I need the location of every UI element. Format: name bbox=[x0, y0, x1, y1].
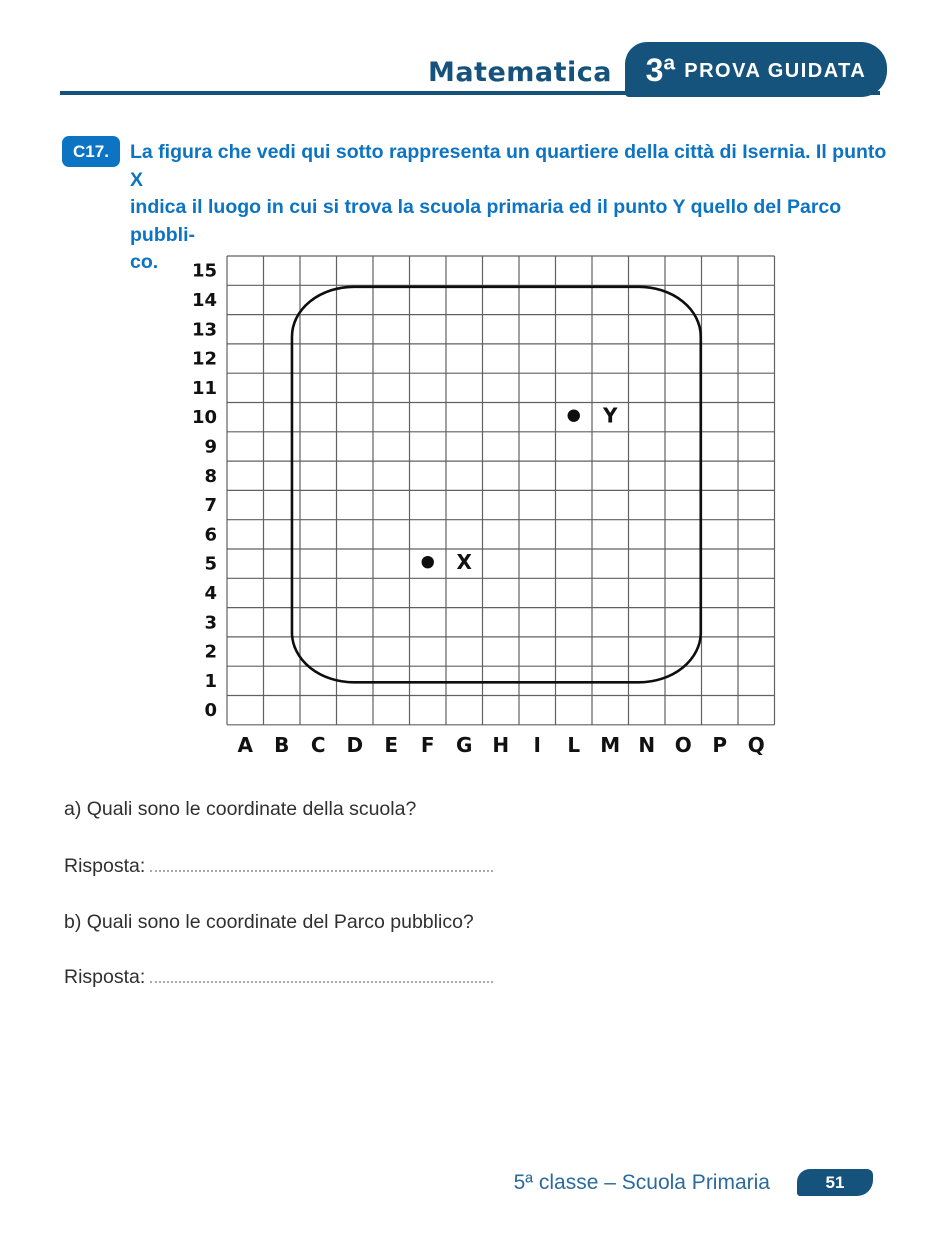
point-label-y: Y bbox=[603, 403, 618, 428]
question-a-label: a) Quali sono le coordinate della scuola? bbox=[64, 798, 417, 820]
prova-number: 3ª bbox=[645, 51, 676, 88]
column-label: A bbox=[237, 732, 253, 757]
column-label: F bbox=[420, 732, 435, 757]
row-label: 3 bbox=[204, 612, 217, 634]
point-dot-x bbox=[422, 556, 434, 568]
point-label-x: X bbox=[456, 550, 472, 575]
grid-map-svg bbox=[185, 248, 787, 762]
row-label: 15 bbox=[191, 260, 217, 282]
row-label: 4 bbox=[204, 582, 217, 604]
question-b-label: b) Quali sono le coordinate del Parco pubblico? bbox=[64, 911, 474, 933]
column-label: B bbox=[274, 732, 290, 757]
row-label: 6 bbox=[204, 524, 217, 546]
question-id-badge: C17. bbox=[62, 136, 120, 167]
footer-class-label: 5ª classe – Scuola Primaria bbox=[513, 1171, 770, 1194]
risposta-label-b: Risposta: bbox=[64, 966, 146, 988]
column-label: G bbox=[456, 732, 473, 757]
column-label: M bbox=[600, 732, 621, 757]
answer-blank-a bbox=[150, 856, 493, 872]
row-label: 13 bbox=[191, 319, 217, 341]
column-label: L bbox=[567, 732, 581, 757]
column-label: O bbox=[674, 732, 692, 757]
map-region-outline bbox=[292, 287, 701, 683]
row-label: 9 bbox=[204, 436, 217, 458]
row-label: 2 bbox=[204, 641, 217, 663]
risposta-label-a: Risposta: bbox=[64, 855, 146, 877]
column-label: D bbox=[346, 732, 364, 757]
column-label: P bbox=[712, 732, 728, 757]
answer-line-b bbox=[64, 966, 493, 989]
row-label: 8 bbox=[204, 465, 217, 487]
row-label: 10 bbox=[191, 407, 217, 429]
subject-label: Matematica bbox=[427, 57, 612, 88]
column-label: Q bbox=[747, 732, 765, 757]
column-label: N bbox=[638, 732, 656, 757]
point-dot-y bbox=[568, 409, 580, 421]
row-label: 11 bbox=[191, 377, 217, 399]
row-label: 5 bbox=[204, 553, 217, 575]
page-number-badge: 51 bbox=[797, 1169, 873, 1196]
question-line-2: indica il luogo in cui si trova la scuola primaria ed il punto Y quello del Parco pubbli- bbox=[130, 196, 842, 246]
row-label: 0 bbox=[204, 700, 217, 722]
row-label: 7 bbox=[204, 495, 217, 517]
prova-guidata-badge bbox=[625, 42, 887, 97]
row-label: 1 bbox=[204, 670, 217, 692]
answer-blank-b bbox=[150, 967, 493, 983]
question-line-1: La figura che vedi qui sotto rappresenta un quartiere della città di Isernia. Il punto X bbox=[130, 141, 887, 191]
coordinate-grid-figure bbox=[185, 248, 787, 767]
row-label: 14 bbox=[191, 289, 217, 311]
prova-label: PROVA GUIDATA bbox=[684, 60, 867, 82]
column-label: C bbox=[310, 732, 326, 757]
column-label: H bbox=[492, 732, 510, 757]
column-label: I bbox=[533, 732, 541, 757]
column-label: E bbox=[384, 732, 399, 757]
row-label: 12 bbox=[191, 348, 217, 370]
answer-line-a bbox=[64, 855, 493, 878]
question-line-3: co. bbox=[130, 251, 159, 273]
